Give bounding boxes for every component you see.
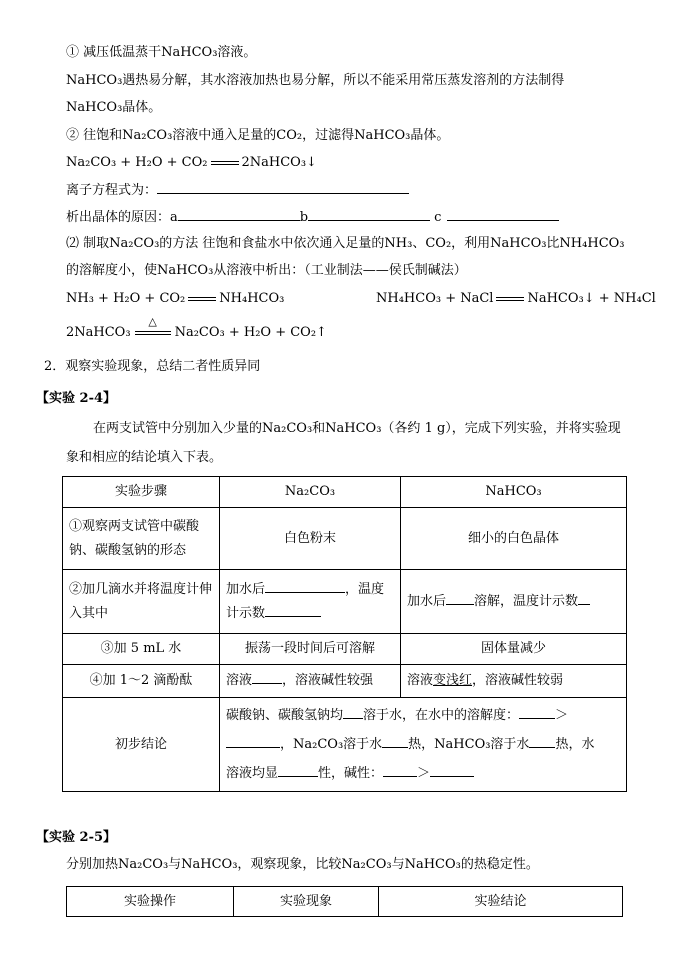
text-line-3: NaHCO₃晶体。 (66, 100, 162, 115)
experiment-2-4-heading: 【实验 2-4】 (36, 391, 117, 406)
header-nahco3: NaHCO₃ (401, 477, 627, 508)
header-operation: 实验操作 (67, 887, 234, 917)
answer-blank[interactable] (343, 706, 363, 719)
table-row (63, 698, 627, 792)
reason-label-c: c (434, 210, 442, 225)
cell-text: ＞ (555, 708, 569, 723)
answer-blank[interactable] (265, 604, 321, 617)
table-row (63, 570, 627, 634)
answer-blank[interactable] (430, 764, 474, 777)
header-conclusion: 实验结论 (379, 887, 623, 917)
equation-3-right: NaHCO₃↓ + NH₄Cl (527, 291, 656, 306)
cell-text: ＞ (417, 766, 431, 781)
step-cell: ④加 1～2 滴酚酞 (63, 665, 220, 698)
na2co3-cell: 白色粉末 (220, 508, 401, 570)
heat-triangle: △ (148, 314, 157, 328)
reason-blank-a[interactable] (178, 208, 300, 221)
text-line-1: ① 减压低温蒸干NaHCO₃溶液。 (66, 45, 257, 60)
cell-text: ，溶液碱性较弱 (472, 673, 564, 688)
cell-text: 溶于水，在水中的溶解度： (363, 708, 520, 723)
header-step: 实验步骤 (63, 477, 220, 508)
text-line-8: ⑵ 制取Na₂CO₃的方法 往饱和食盐水中依次通入足量的NH₃、CO₂，利用NaHCO₃比NH₄HCO₃ (66, 236, 625, 251)
na2co3-cell (220, 570, 401, 634)
reason-blank-b[interactable] (308, 208, 430, 221)
answer-blank[interactable] (265, 580, 345, 593)
step-cell: ①观察两支试管中碳酸钠、碳酸氢钠的形态 (63, 508, 220, 570)
na2co3-cell (220, 665, 401, 698)
equation-4 (66, 314, 327, 342)
cell-text: 溶解，温度计示数 (474, 593, 579, 609)
text-line-9: 的溶解度小，使NaHCO₃从溶液中析出：（工业制法——侯氏制碱法） (66, 263, 467, 278)
cell-text: 溶液均显 (226, 766, 279, 781)
step-cell: ②加几滴水并将温度计伸入其中 (63, 570, 220, 634)
answer-blank[interactable] (578, 592, 590, 605)
header-na2co3: Na₂CO₃ (220, 477, 401, 508)
answer-blank[interactable] (382, 735, 408, 748)
table-header-row (67, 887, 623, 917)
answer-blank[interactable] (252, 671, 282, 684)
cell-text: ，温度 (345, 581, 385, 597)
nahco3-cell: 细小的白色晶体 (401, 508, 627, 570)
reason-label-b: b (299, 210, 309, 225)
experiment-2-5-heading: 【实验 2-5】 (36, 830, 117, 845)
nahco3-cell: 固体量减少 (401, 634, 627, 665)
equation-1-right: 2NaHCO₃↓ (241, 155, 317, 170)
conclusion-label: 初步结论 (63, 698, 220, 792)
equation-4-left: 2NaHCO₃ (66, 325, 131, 340)
underlined-answer: 变浅红 (433, 673, 473, 688)
table-row (63, 634, 627, 665)
answer-blank[interactable] (278, 764, 318, 777)
text-line-2: NaHCO₃遇热易分解，其水溶液加热也易分解，所以不能采用常压蒸发溶剂的方法制得 (66, 73, 565, 88)
cell-text: 溶液 (407, 673, 434, 688)
equation-2-right: NH₄HCO₃ (219, 291, 285, 306)
answer-blank[interactable] (529, 735, 555, 748)
equals-sign (188, 297, 216, 301)
conclusion-cell (220, 698, 627, 792)
ionic-equation-line (66, 181, 409, 200)
cell-text: 加水后 (407, 593, 447, 609)
crystal-reason-line (66, 208, 559, 227)
equals-sign (211, 161, 239, 165)
nahco3-cell (401, 665, 627, 698)
equation-1-left: Na₂CO₃ + H₂O + CO₂ (66, 155, 208, 170)
equation-2-left: NH₃ + H₂O + CO₂ (66, 291, 186, 306)
reason-label-a: 析出晶体的原因：a (66, 210, 178, 225)
equals-bars (135, 331, 171, 335)
equation-4-right: Na₂CO₃ + H₂O + CO₂↑ (174, 325, 327, 340)
section-2-title: 2．观察实验现象，总结二者性质异同 (44, 359, 261, 374)
experiment-table (62, 476, 627, 792)
experiment-intro-2: 象和相应的结论填入下表。 (66, 450, 223, 465)
ionic-equation-label: 离子方程式为： (66, 183, 158, 198)
na2co3-cell: 振荡一段时间后可溶解 (220, 634, 401, 665)
equals-sign (496, 297, 524, 301)
experiment-intro-1: 在两支试管中分别加入少量的Na₂CO₃和NaHCO₃（各约 1 g），完成下列实验，并将实验现 (93, 421, 621, 436)
equation-3 (376, 290, 656, 308)
heat-equals-sign (135, 314, 171, 340)
reason-blank-c[interactable] (447, 208, 559, 221)
cell-text: 碳酸钠、碳酸氢钠均 (226, 708, 344, 723)
cell-text: 加水后 (226, 581, 266, 597)
cell-text: 热，水 (555, 737, 595, 752)
ionic-equation-blank[interactable] (157, 181, 409, 194)
answer-blank[interactable] (519, 706, 555, 719)
table-row (63, 665, 627, 698)
equation-1 (66, 154, 317, 172)
cell-text: ，溶液碱性较强 (282, 673, 374, 688)
answer-blank[interactable] (446, 592, 474, 605)
cell-text: 热，NaHCO₃溶于水 (408, 737, 530, 752)
cell-text: ，Na₂CO₃溶于水 (280, 737, 383, 752)
nahco3-cell (401, 570, 627, 634)
cell-text: 溶液 (226, 673, 253, 688)
answer-blank[interactable] (383, 764, 417, 777)
cell-text: 计示数 (226, 605, 266, 621)
cell-text: 性，碱性： (318, 766, 384, 781)
experiment-2-5-table (66, 886, 623, 917)
step-cell: ③加 5 mL 水 (63, 634, 220, 665)
header-phenomenon: 实验现象 (234, 887, 379, 917)
text-line-4: ② 往饱和Na₂CO₃溶液中通入足量的CO₂，过滤得NaHCO₃晶体。 (66, 128, 450, 143)
equation-2 (66, 290, 284, 308)
equation-3-left: NH₄HCO₃ + NaCl (376, 291, 494, 306)
table-header-row (63, 477, 627, 508)
answer-blank[interactable] (226, 735, 280, 748)
experiment-2-5-intro: 分别加热Na₂CO₃与NaHCO₃，观察现象，比较Na₂CO₃与NaHCO₃的热稳定性。 (66, 857, 539, 872)
table-row (63, 508, 627, 570)
